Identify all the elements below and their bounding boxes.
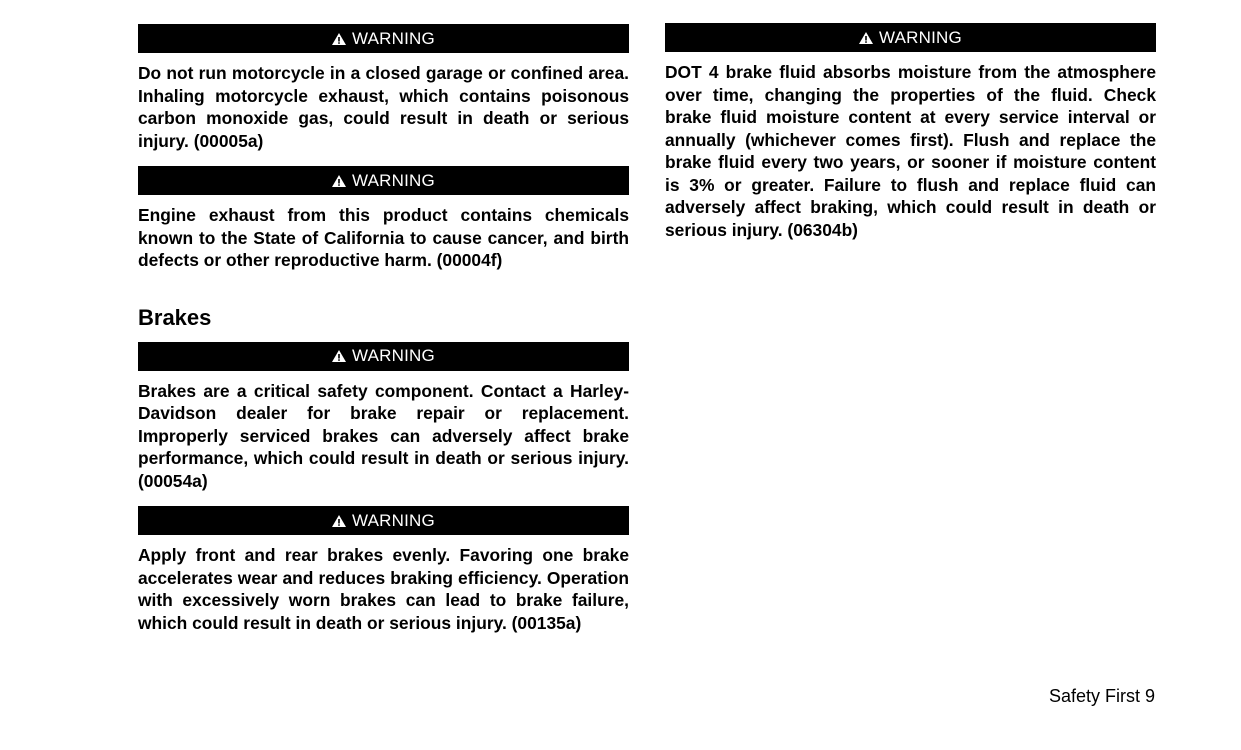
warning-text-2: Engine exhaust from this product contains chemicals known to the State of California to cause cancer, and birth defects or other reproductive harm. (00004f) <box>138 205 629 270</box>
alert-triangle-icon <box>332 175 346 187</box>
warning-label: WARNING <box>352 510 435 530</box>
warning-bar-3 <box>138 342 629 371</box>
warning-label: WARNING <box>352 28 435 48</box>
right-column <box>665 0 1156 241</box>
alert-triangle-icon <box>859 32 873 44</box>
page-footer: Safety First 9 <box>1048 686 1155 706</box>
warning-text-5: DOT 4 brake fluid absorbs moisture from the atmosphere over time, changing the properties of the fluid. Check brake fluid moisture content at every service interval or annually (whichever comes first). Flush and replace the brake fluid every two years, or sooner if moisture content is 3% or greater. Failure to flush and replace fluid can adversely affect braking, which could result in death or serious injury. (06304b) <box>665 62 1156 240</box>
warning-text-4: Apply front and rear brakes evenly. Favoring one brake accelerates wear and reduces braking efficiency. Operation with excessively worn brakes can lead to brake failure, which could result in death or serious injury. (00135a) <box>138 545 629 633</box>
alert-triangle-icon <box>332 33 346 45</box>
alert-triangle-icon <box>332 350 346 362</box>
section-heading-brakes: Brakes <box>138 304 212 330</box>
left-column <box>138 0 629 634</box>
warning-text-3: Brakes are a critical safety component. Contact a Harley-Davidson dealer for brake repair or replacement. Improperly serviced brakes can adversely affect brake performance, which could result in death or serious injury. (00054a) <box>138 380 629 491</box>
warning-label: WARNING <box>352 346 435 365</box>
warning-bar-2 <box>138 166 629 195</box>
warning-bar-1 <box>138 24 629 53</box>
warning-bar-5 <box>665 23 1156 52</box>
warning-bar-4 <box>138 506 629 535</box>
warning-label: WARNING <box>879 27 962 47</box>
warning-label: WARNING <box>352 170 435 190</box>
alert-triangle-icon <box>332 515 346 527</box>
warning-text-1: Do not run motorcycle in a closed garage or confined area. Inhaling motorcycle exhaust, which contains poisonous carbon monoxide gas, could result in death or serious injury. (00005a) <box>138 63 629 151</box>
